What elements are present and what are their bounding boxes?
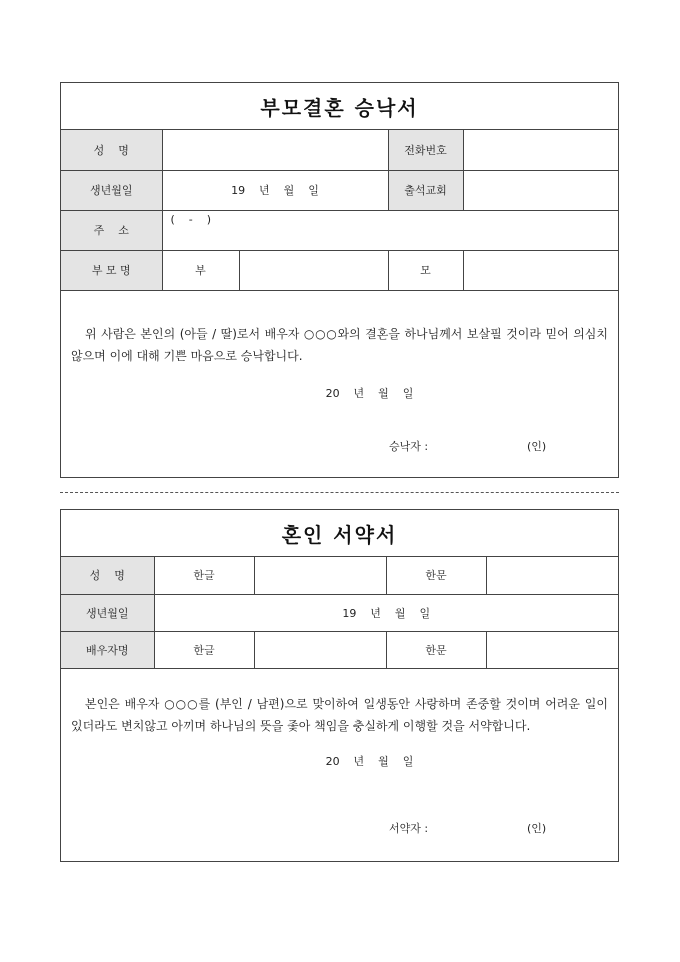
vow-hanja-label: 한문 [386, 557, 486, 594]
vow-date: 20 년 월 일 [325, 754, 414, 768]
mother-label: 모 [388, 250, 463, 290]
father-label: 부 [162, 250, 239, 290]
phone-label: 전화번호 [388, 130, 463, 170]
phone-field[interactable] [463, 130, 618, 170]
vow-name-label: 성 명 [61, 557, 154, 594]
marriage-vow-form [60, 509, 619, 862]
cut-line [60, 492, 619, 493]
vow-title: 혼인 서약서 [61, 510, 618, 557]
vow-birth-label: 생년월일 [61, 594, 154, 631]
church-label: 출석교회 [388, 170, 463, 210]
mother-name-field[interactable] [463, 250, 618, 290]
vow-info-table [61, 557, 618, 669]
vow-seal: (인) [527, 822, 547, 835]
vow-hanja-field[interactable] [486, 557, 618, 594]
spouse-hanja-label: 한문 [386, 631, 486, 668]
father-name-field[interactable] [239, 250, 388, 290]
parents-label: 부 모 명 [61, 250, 162, 290]
vow-signer-label: 서약자 : [389, 822, 429, 835]
spouse-label: 배우자명 [61, 631, 154, 668]
spouse-hangul-field[interactable] [254, 631, 386, 668]
consent-seal: (인) [527, 440, 547, 453]
name-label: 성 명 [61, 130, 162, 170]
birth-label: 생년월일 [61, 170, 162, 210]
consent-body-text: 위 사람은 본인의 (아들 / 딸)로서 배우자 ○○○와의 결혼을 하나님께서 보살필 것이라 믿어 의심치 않으며 이에 대해 기쁜 마음으로 승낙합니다. [71, 326, 608, 363]
birth-field[interactable]: 19 년 월 일 [162, 170, 388, 210]
vow-birth-field[interactable]: 19 년 월 일 [154, 594, 618, 631]
consent-signer-label: 승낙자 : [389, 440, 429, 453]
spouse-hanja-field[interactable] [486, 631, 618, 668]
consent-title: 부모결혼 승낙서 [61, 83, 618, 130]
spouse-hangul-label: 한글 [154, 631, 254, 668]
vow-body-text: 본인은 배우자 ○○○를 (부인 / 남편)으로 맞이하여 일생동안 사랑하며 존중할 것이며 어려운 일이 있더라도 변치않고 아끼며 하나님의 뜻을 좇아 책임을 충실하게 이행할 것을 서약합니다. [71, 696, 608, 733]
address-field[interactable]: ( - ) [162, 210, 618, 250]
church-field[interactable] [463, 170, 618, 210]
vow-hangul-label: 한글 [154, 557, 254, 594]
parental-consent-form [60, 82, 619, 478]
vow-hangul-field[interactable] [254, 557, 386, 594]
consent-info-table [61, 130, 618, 291]
address-label: 주 소 [61, 210, 162, 250]
consent-date: 20 년 월 일 [325, 386, 414, 400]
name-field[interactable] [162, 130, 388, 170]
